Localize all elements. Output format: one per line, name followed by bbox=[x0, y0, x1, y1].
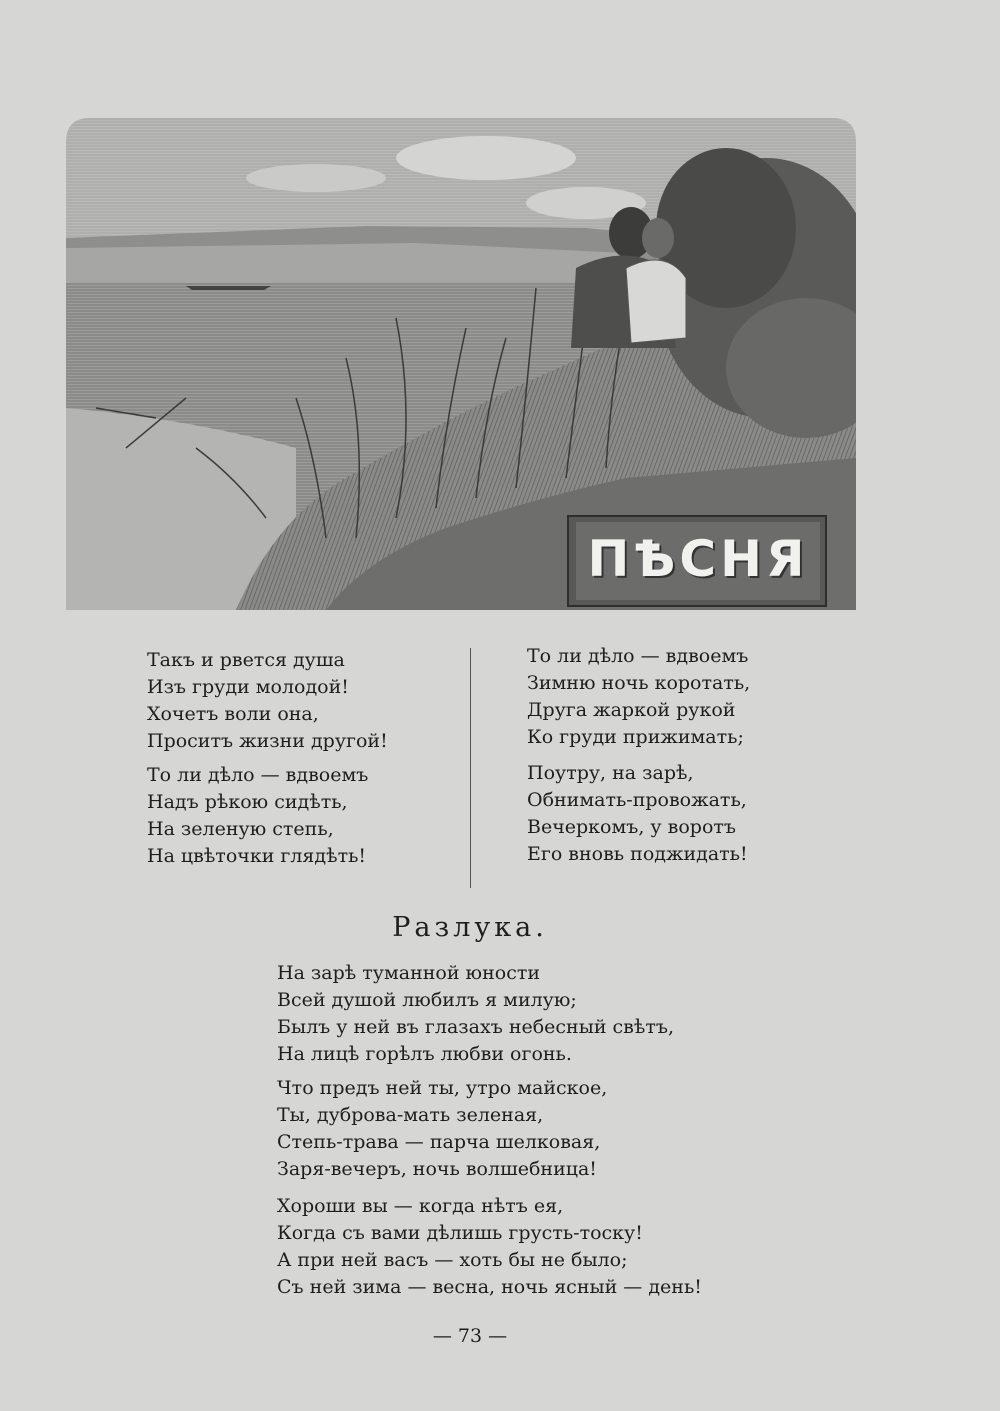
verse-line: Всей душой любилъ я милую; bbox=[277, 989, 577, 1011]
right-stanza-1 bbox=[527, 643, 750, 751]
left-stanza-2 bbox=[147, 762, 368, 870]
verse-line: То ли дѣло — вдвоемъ bbox=[527, 645, 749, 667]
column-divider bbox=[470, 648, 471, 888]
verse-line: А при ней васъ — хоть бы не было; bbox=[277, 1249, 628, 1271]
verse-line: Ты, дуброва-мать зеленая, bbox=[277, 1104, 544, 1126]
verse-line: Ко груди прижимать; bbox=[527, 726, 744, 748]
verse-line: На цвѣточки глядѣть! bbox=[147, 845, 367, 867]
verse-line: Вечеркомъ, у воротъ bbox=[527, 816, 736, 838]
verse-line: Проситъ жизни другой! bbox=[147, 730, 388, 752]
verse-line: Степь-трава — парча шелковая, bbox=[277, 1131, 601, 1153]
verse-line: Зимню ночь коротать, bbox=[527, 672, 751, 694]
verse-line: Былъ у ней въ глазахъ небесный свѣтъ, bbox=[277, 1016, 674, 1038]
engraving-illustration bbox=[66, 118, 856, 610]
page-number: — 73 — bbox=[432, 1325, 508, 1347]
verse-line: Надъ рѣкою сидѣть, bbox=[147, 791, 348, 813]
verse-line: Поутру, на зарѣ, bbox=[527, 762, 694, 784]
verse-line: Изъ груди молодой! bbox=[147, 676, 349, 698]
poem-stanza-2 bbox=[277, 1075, 607, 1183]
song-title-plate: ПѢСНЯ bbox=[587, 530, 809, 588]
verse-line: Когда съ вами дѣлишь грусть-тоску! bbox=[277, 1222, 643, 1244]
verse-line: Хороши вы — когда нѣтъ ея, bbox=[277, 1195, 564, 1217]
verse-line: Что предъ ней ты, утро майское, bbox=[277, 1077, 608, 1099]
verse-line: Его вновь поджидать! bbox=[527, 843, 748, 865]
verse-line: На зеленую степь, bbox=[147, 818, 334, 840]
right-stanza-2 bbox=[527, 760, 748, 868]
verse-line: На лицѣ горѣлъ любви огонь. bbox=[277, 1043, 572, 1065]
poem-stanza-1 bbox=[277, 960, 674, 1068]
left-stanza-1 bbox=[147, 647, 388, 755]
verse-line: Обнимать-провожать, bbox=[527, 789, 747, 811]
verse-line: Хочетъ воли она, bbox=[147, 703, 319, 725]
poem-title: Разлука. bbox=[392, 912, 548, 943]
verse-line: На зарѣ туманной юности bbox=[277, 962, 541, 984]
verse-line: Заря-вечеръ, ночь волшебница! bbox=[277, 1158, 597, 1180]
verse-line: Друга жаркой рукой bbox=[527, 699, 736, 721]
verse-line: Съ ней зима — весна, ночь ясный — день! bbox=[277, 1276, 702, 1298]
verse-line: То ли дѣло — вдвоемъ bbox=[147, 764, 369, 786]
poem-stanza-3 bbox=[277, 1193, 702, 1301]
verse-line: Такъ и рвется душа bbox=[147, 649, 345, 671]
